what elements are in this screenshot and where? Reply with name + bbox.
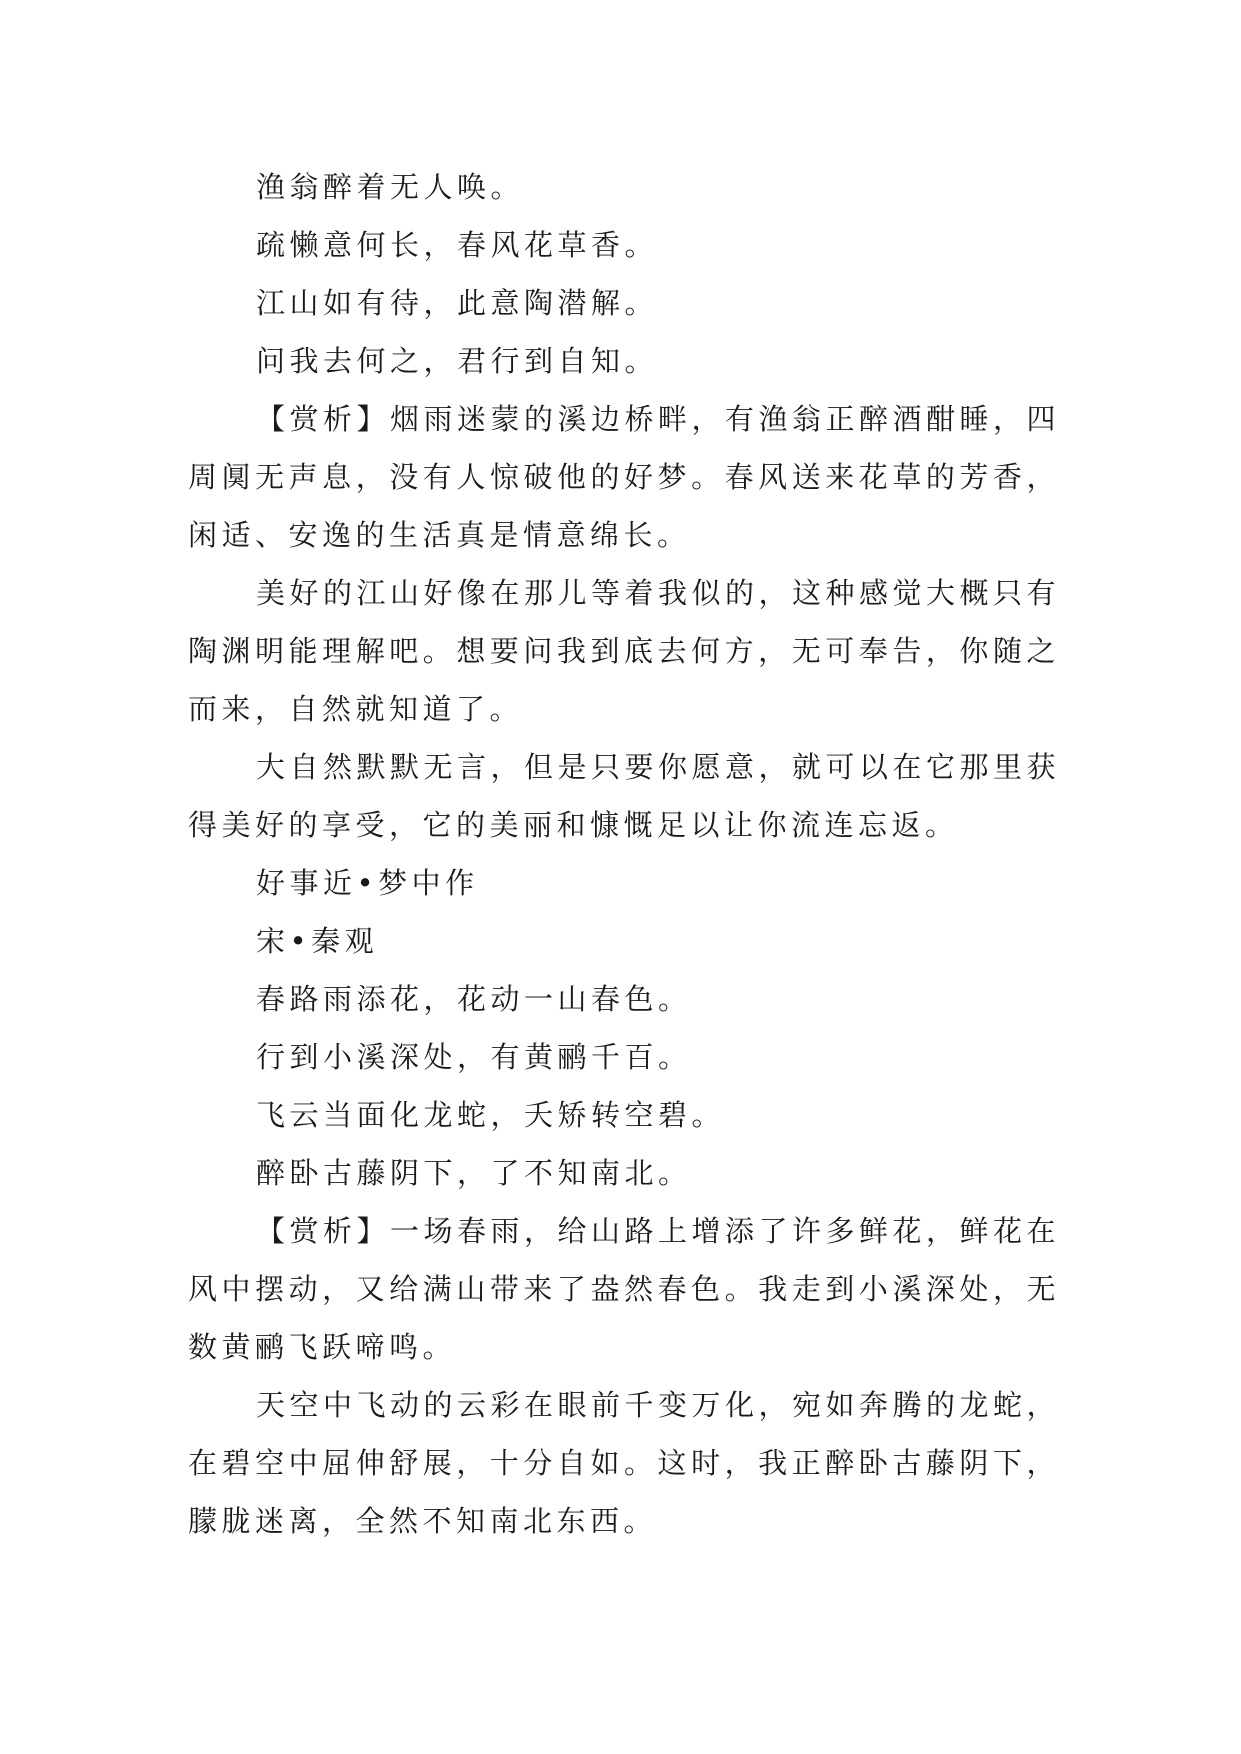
document-body	[188, 158, 1060, 1550]
poem-line: 行到小溪深处，有黄鹂千百。	[256, 1040, 692, 1074]
poem-line: 渔翁醉着无人唤。	[256, 170, 525, 204]
commentary-paragraph: 【赏析】烟雨迷蒙的溪边桥畔，有渔翁正醉酒酣睡，四周阒无声息，没有人惊破他的好梦。春风送来花草的芳香，闲适、安逸的生活真是情意绵长。	[188, 402, 1061, 552]
poem-line: 问我去何之，君行到自知。	[256, 344, 659, 378]
poem-author: 宋•秦观	[256, 924, 379, 958]
poem-line: 醉卧古藤阴下，了不知南北。	[256, 1156, 692, 1190]
poem-line: 江山如有待，此意陶潜解。	[256, 286, 659, 320]
commentary-paragraph: 【赏析】一场春雨，给山路上增添了许多鲜花，鲜花在风中摆动，又给满山带来了盎然春色。我走到小溪深处，无数黄鹂飞跃啼鸣。	[188, 1214, 1061, 1364]
poem-line: 疏懒意何长，春风花草香。	[256, 228, 659, 262]
poem-line: 飞云当面化龙蛇，夭矫转空碧。	[256, 1098, 726, 1132]
commentary-paragraph: 美好的江山好像在那儿等着我似的，这种感觉大概只有陶渊明能理解吧。想要问我到底去何方，无可奉告，你随之而来，自然就知道了。	[188, 576, 1061, 726]
commentary-paragraph: 天空中飞动的云彩在眼前千变万化，宛如奔腾的龙蛇，在碧空中屈伸舒展，十分自如。这时，我正醉卧古藤阴下，朦胧迷离，全然不知南北东西。	[188, 1388, 1061, 1538]
commentary-paragraph: 大自然默默无言，但是只要你愿意，就可以在它那里获得美好的享受，它的美丽和慷慨足以让你流连忘返。	[188, 750, 1061, 842]
poem-title: 好事近•梦中作	[256, 866, 479, 900]
poem-line: 春路雨添花，花动一山春色。	[256, 982, 692, 1016]
